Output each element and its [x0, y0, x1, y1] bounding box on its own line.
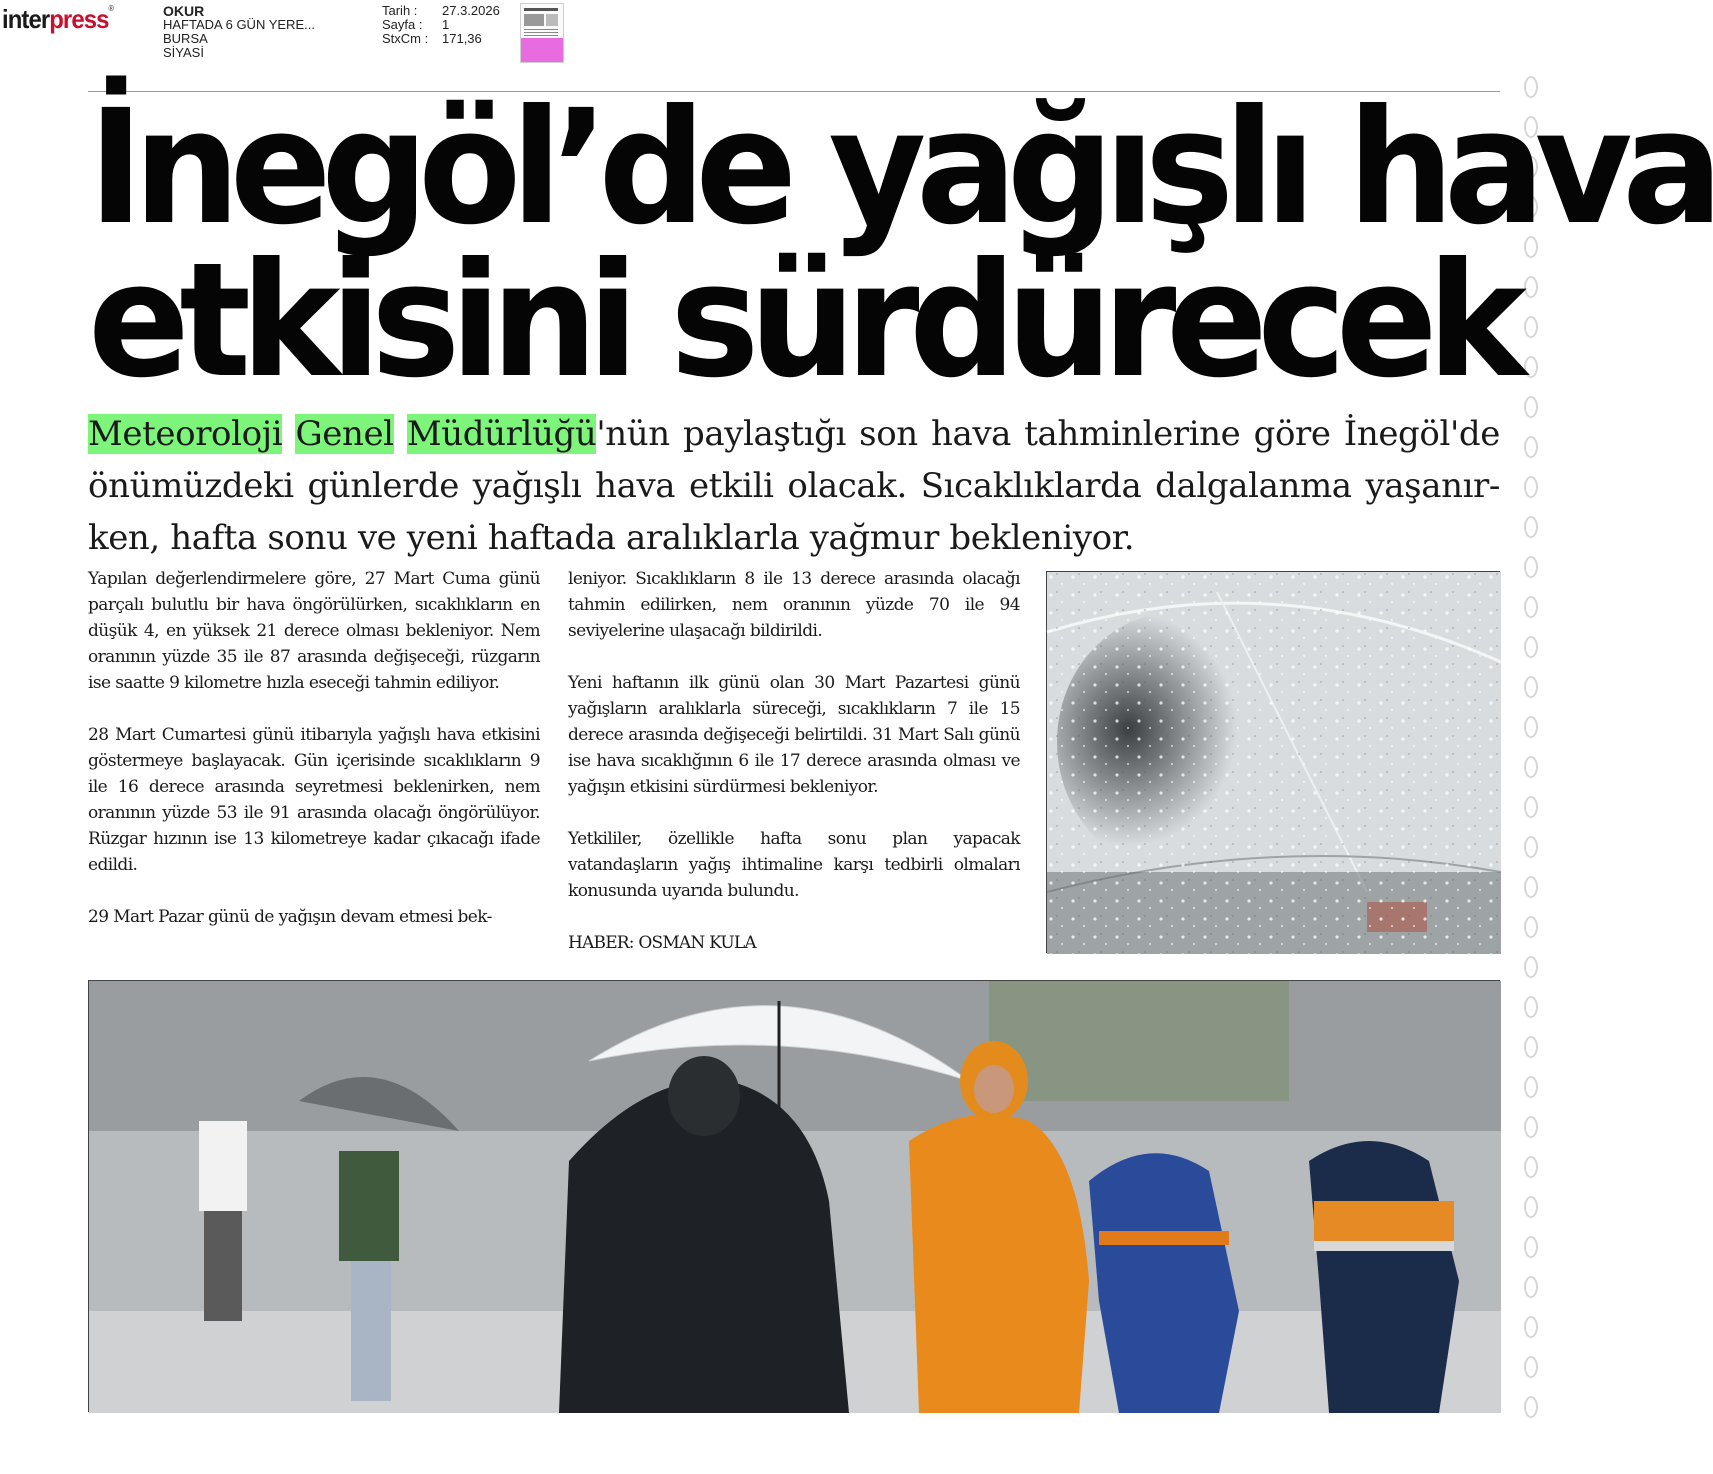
page-row [382, 18, 500, 32]
paragraph-sunday-start: 29 Mart Pazar günü de yağışın devam etmesi bek- [88, 907, 492, 927]
publication-frequency: HAFTADA 6 GÜN YERE... [163, 17, 315, 32]
article-lead [88, 408, 1500, 564]
pedestrians-with-umbrellas-photo [88, 980, 1500, 1412]
publication-city: BURSA [163, 31, 208, 46]
lead-line-2: önümüzdeki günlerde yağışlı hava etkili olacak. Sıcaklıklarda dalgalanma yaşanır- [88, 466, 1500, 506]
binder-holes [1524, 76, 1538, 1436]
date-value: 27.3.2026 [442, 3, 500, 18]
headline-line-1: İnegöl’de yağışlı hava [88, 76, 1713, 260]
body-column-2 [568, 566, 1020, 982]
stxcm-label: StxCm : [382, 31, 429, 46]
clip-source-info [163, 4, 315, 60]
body-column-1 [88, 566, 540, 956]
article-headline [88, 76, 1713, 413]
page-value: 1 [442, 17, 450, 32]
interpress-logo: interpress® [2, 4, 113, 34]
page-thumbnail[interactable] [520, 3, 564, 63]
headline-line-2: etkisini sürdürecek [88, 229, 1517, 413]
paragraph-saturday: 28 Mart Cumartesi günü itibarıyla yağışlı hava etkisini göstermeye başlayacak. Gün içerisinde sıcaklıkların 9 ile 16 derece arasında seyretmesi beklenirken, nem oranının yüzde 53 ile 91 arasında olacağı öngörülüyor. Rüzgar hızının ise 13 kilometreye kadar çıkacağı ifade edildi. [88, 725, 540, 875]
stxcm-value: 171,36 [442, 31, 482, 46]
highlight-genel: Genel [295, 414, 394, 454]
byline: HABER: OSMAN KULA [568, 933, 756, 953]
umbrella-rain-photo [1046, 571, 1500, 953]
publication-section: SİYASİ [163, 45, 204, 60]
lead-line-1-rest: 'nün paylaştığı son hava tahminlerine göre İnegöl'de [596, 414, 1500, 454]
publication-name: OKUR [163, 3, 205, 19]
paragraph-warning: Yetkililer, özellikle hafta sonu plan yapacak vatandaşların yağış ihtimaline karşı tedbirli olmaları konusunda uyarıda bulundu. [568, 829, 1020, 901]
paragraph-friday: Yapılan değerlendirmelere göre, 27 Mart Cuma günü parçalı bulutlu bir hava öngörülürken, sıcaklıkların en düşük 4, en yüksek 21 derece olması bekleniyor. Nem oranının yüzde 35 ile 87 arasında değişeceği, rüzgarın ise saatte 9 kilometre hızla eseceği tahmin ediliyor. [88, 569, 540, 693]
paragraph-sunday-end: leniyor. Sıcaklıkların 8 ile 13 derece arasında olacağı tahmin edilirken, nem oranının yüzde 70 ile 94 seviyelerine ulaşacağı bildirildi. [568, 569, 1020, 641]
clip-meta-table [382, 4, 500, 46]
paragraph-next-week: Yeni haftanın ilk günü olan 30 Mart Pazartesi günü yağışların aralıklarla süreceği, sıcaklıkların 7 ile 15 derece arasında değişeceği belirtildi. 31 Mart Salı günü ise hava sıcaklığının 6 ile 17 derece arasında olması ve yağışın etkisini sürdürmesi bekleniyor. [568, 673, 1020, 797]
page-label: Sayfa : [382, 17, 423, 32]
date-row [382, 4, 500, 18]
highlight-meteoroloji: Meteoroloji [88, 414, 283, 454]
lead-line-3: ken, hafta sonu ve yeni haftada aralıklarla yağmur bekleniyor. [88, 518, 1135, 558]
date-label: Tarih : [382, 3, 418, 18]
lead-line-1 [88, 408, 1500, 460]
highlight-mudurlugu: Müdürlüğü [406, 414, 597, 454]
stxcm-row [382, 32, 500, 46]
